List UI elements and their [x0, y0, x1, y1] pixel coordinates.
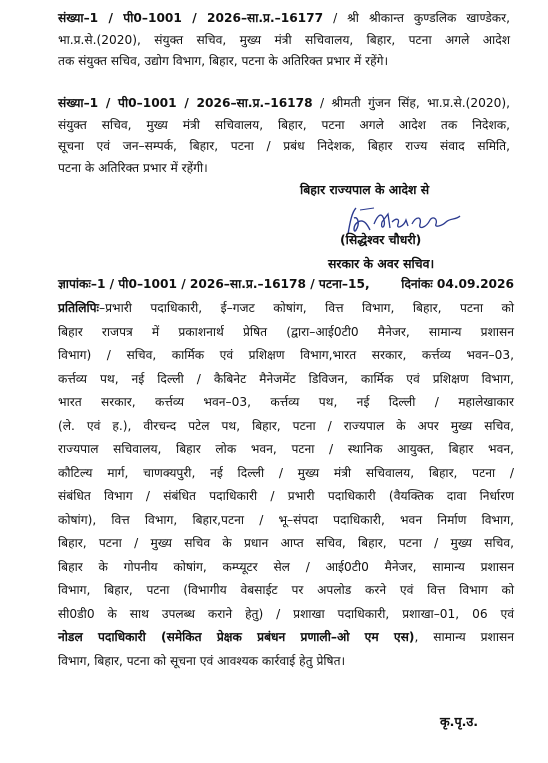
- copy-text-line: भारत सरकार, कर्त्तव्य भवन–03, कर्त्तव्य पथ, नई दिल्ली / महालेखाकार: [58, 395, 514, 409]
- copy-to-paragraph: प्रतिलिपिः–प्रभारी पदाधिकारी, ई–गजट कोषांग, वित्त विभाग, बिहार, पटना को बिहार राजपत्र में प्रकाशनार्थ प्रेषित (द्वारा–आई0टी0 मैनेजर, सामान्य प्रशासन विभाग) / सचिव, कार्मिक एवं प्रशिक्षण विभाग,भारत सरकार, कर्त्तव्य भवन–03, कर्त्तव्य पथ, नई दिल्ली / कैबिनेट मैनेजमेंट डिविजन, कार्मिक एवं प्रशिक्षण विभाग, भारत सरकार, कर्त्तव्य भवन–03, कर्त्तव्य पथ, नई दिल्ली / महालेखाकार (ले. एवं ह.), वीरचन्द पटेल पथ, बिहार, पटना / राज्यपाल के अपर मुख्य सचिव, राज्यपाल सचिवालय, बिहार लोक भवन, पटना / स्थानिक आयुक्त, बिहार भवन, कौटिल्य मार्ग, चाणक्यपुरी, नई दिल्ली / मुख्य मंत्री सचिवालय, बिहार, पटना / संबंधित विभाग / संबंधित पदाधिकारी / प्रभारी पदाधिकारी (वैयक्तिक दावा निर्धारण कोषांग), वित्त विभाग, बिहार,पटना / भू–संपदा पदाधिकारी, भवन निर्माण विभाग, बिहार, पटना / मुख्य सचिव के प्रधान आप्त सचिव, बिहार, पटना / मुख्य सचिव, बिहार के गोपनीय कोषांग, कम्प्यूटर सेल / आई0टी0 मैनेजर, सामान्य प्रशासन विभाग, बिहार, पटना (विभागीय वेबसाईट पर अपलोड करने एवं वित्त विभाग को सी0डी0 के साथ उपलब्ध कराने हेतु) / प्रशाखा पदाधिकारी, प्रशाखा–01, 06 एवं नोडल पदाधिकारी (समेकित प्रेक्षक प्रबंधन प्रणाली–ओ एम एस), सामान्य प्रशासन विभाग, बिहार, पटना को सूचना एवं आवश्यक कार्रवाई हेतु प्रेषित।: [58, 297, 514, 673]
- copy-text-line: विभाग, बिहार, पटना (विभागीय वेबसाईट पर अपलोड करने एवं वित्त विभाग को: [58, 583, 514, 597]
- signatory-designation: सरकार के अवर सचिव।: [328, 256, 435, 271]
- please-turn-over: कृ.पृ.उ.: [440, 714, 479, 729]
- copy-text-line: बिहार राजपत्र में प्रकाशनार्थ प्रेषित (द्वारा–आई0टी0 मैनेजर, सामान्य प्रशासन: [58, 324, 514, 339]
- signatory-name: (सिद्धेश्वर चौधरी): [340, 232, 422, 247]
- copy-text-line: विभाग) / सचिव, कार्मिक एवं प्रशिक्षण विभाग,भारत सरकार, कर्त्तव्य भवन–03,: [58, 348, 514, 362]
- order-by-line: बिहार राज्यपाल के आदेश से: [300, 182, 430, 197]
- order-text-line: पटना के अतिरिक्त प्रभार में रहेंगी।: [58, 160, 208, 175]
- order-paragraph-1: संख्या–1 / पी0–1001 / 2026–सा.प्र.–16177 / श्री श्रीकान्त कुण्डलिक खाण्डेकर, भा.प्र.से.(2020), संयुक्त सचिव, मुख्य मंत्री सचिवालय, बिहार, पटना अगले आदेश तक संयुक्त सचिव, उद्योग विभाग, बिहार, पटना के अतिरिक्त प्रभार में रहेंगे।: [58, 8, 510, 73]
- order-number-2: संख्या–1 / पी0–1001 / 2026–सा.प्र.–16178: [58, 96, 313, 110]
- memo-line: [58, 275, 514, 292]
- order-text-line: भा.प्र.से.(2020), संयुक्त सचिव, मुख्य मंत्री सचिवालय, बिहार, पटना अगले आदेश: [58, 32, 510, 47]
- order-text-line: तक संयुक्त सचिव, उद्योग विभाग, बिहार, पटना के अतिरिक्त प्रभार में रहेंगे।: [58, 54, 389, 68]
- copy-text-line: बिहार, पटना / मुख्य सचिव के प्रधान आप्त सचिव, बिहार, पटना / मुख्य सचिव,: [58, 536, 514, 550]
- copy-text-line: बिहार के गोपनीय कोषांग, कम्प्यूटर सेल / आई0टी0 मैनेजर, सामान्य प्रशासन: [58, 559, 514, 574]
- order-text-line: संयुक्त सचिव, मुख्य मंत्री सचिवालय, बिहार, पटना अगले आदेश तक निदेशक,: [58, 117, 510, 132]
- order-paragraph-2: संख्या–1 / पी0–1001 / 2026–सा.प्र.–16178 / श्रीमती गुंजन सिंह, भा.प्र.से.(2020), संयुक्त सचिव, मुख्य मंत्री सचिवालय, बिहार, पटना अगले आदेश तक निदेशक, सूचना एवं जन–सम्पर्क, बिहार, पटना / प्रबंध निदेशक, बिहार राज्य संवाद समिति, पटना के अतिरिक्त प्रभार में रहेंगी।: [58, 93, 510, 179]
- copy-text-line: सी0डी0 के साथ उपलब्ध कराने हेतु) / प्रशाखा पदाधिकारी, प्रशाखा–01, 06 एवं: [58, 606, 514, 621]
- copy-text-line: कर्त्तव्य पथ, नई दिल्ली / कैबिनेट मैनेजमेंट डिविजन, कार्मिक एवं प्रशिक्षण विभाग,: [58, 371, 514, 386]
- copy-text-line: विभाग, बिहार, पटना को सूचना एवं आवश्यक कार्रवाई हेतु प्रेषित।: [58, 653, 346, 668]
- memo-number: ज्ञापांकः–1 / पी0–1001 / 2026–सा.प्र.–16178 / पटना–15,: [58, 277, 370, 291]
- order-text-line: सूचना एवं जन–सम्पर्क, बिहार, पटना / प्रबंध निदेशक, बिहार राज्य संवाद समिति,: [58, 139, 510, 153]
- copy-text-line: संबंधित विभाग / संबंधित पदाधिकारी / प्रभारी पदाधिकारी (वैयक्तिक दावा निर्धारण: [58, 489, 514, 503]
- memo-date: दिनांकः 04.09.2026: [401, 277, 514, 291]
- order-number-1: संख्या–1 / पी0–1001 / 2026–सा.प्र.–16177: [58, 11, 324, 25]
- copy-text-line: कोषांग), वित्त विभाग, बिहार,पटना / भू–संपदा पदाधिकारी, भवन निर्माण विभाग,: [58, 512, 514, 527]
- nodal-officer-text: नोडल पदाधिकारी (समेकित प्रेक्षक प्रबंधन प्रणाली–ओ एम एस): [58, 630, 415, 644]
- copy-text-line: (ले. एवं ह.), वीरचन्द पटेल पथ, बिहार, पटना / राज्यपाल के अपर मुख्य सचिव,: [58, 418, 514, 433]
- copy-text-line: राज्यपाल सचिवालय, बिहार लोक भवन, पटना / स्थानिक आयुक्त, बिहार भवन,: [58, 442, 514, 456]
- copy-label: प्रतिलिपिः: [58, 301, 99, 315]
- copy-text-line: कौटिल्य मार्ग, चाणक्यपुरी, नई दिल्ली / मुख्य मंत्री सचिवालय, बिहार, पटना /: [58, 465, 514, 480]
